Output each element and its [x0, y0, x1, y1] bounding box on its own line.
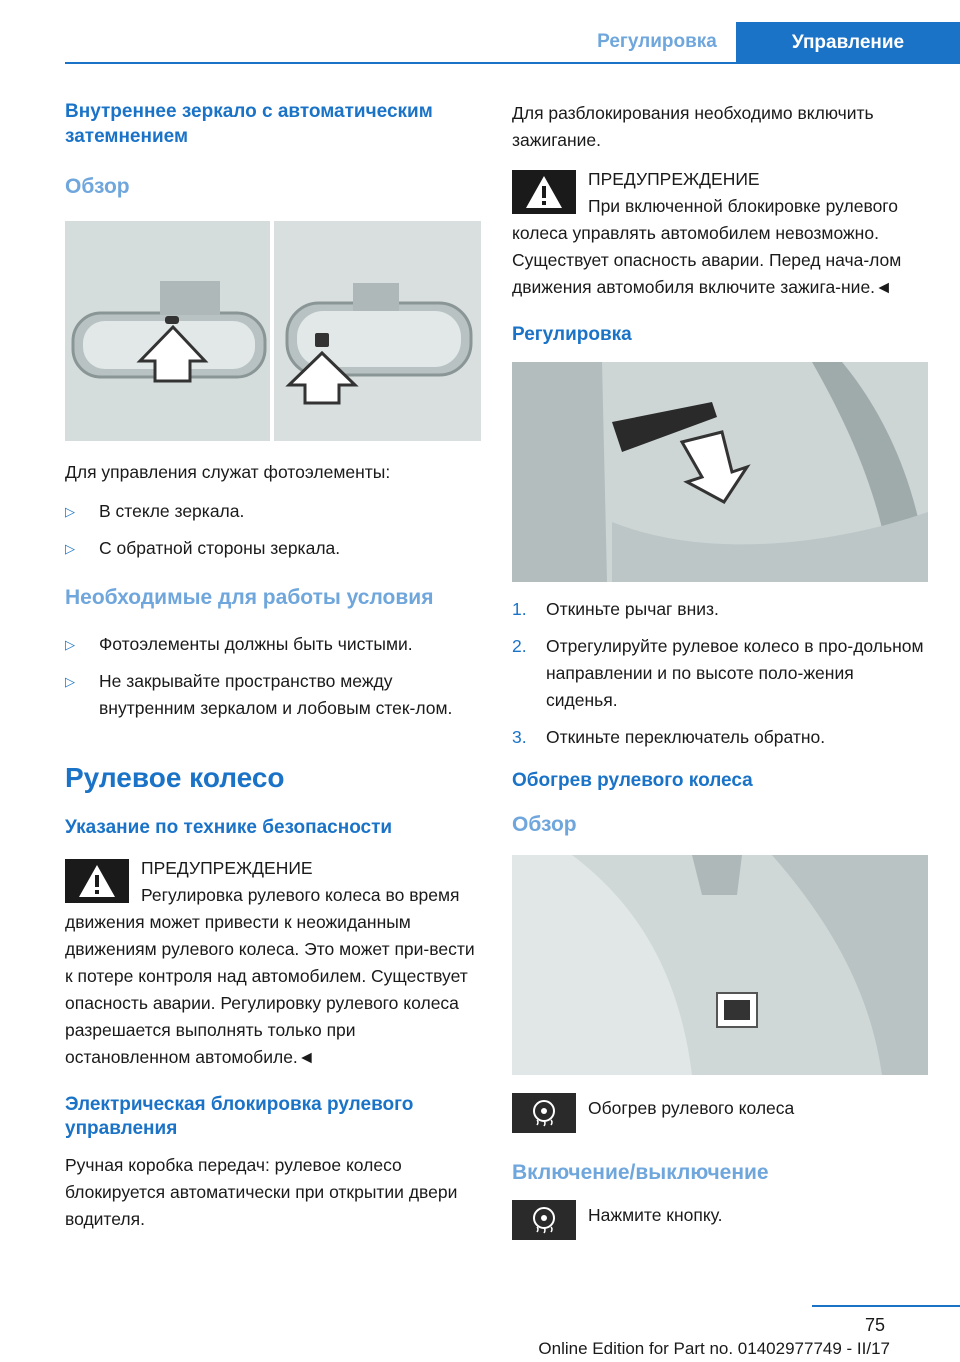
- page-number: 75: [864, 1315, 885, 1335]
- warning-text: При включенной блокировке рулевого колеса управлять автомобилем невозможно. Существует опасность аварии. Перед нача-лом движения автомобиля включите зажига-ние.◄: [512, 196, 902, 297]
- list-item: [512, 596, 928, 623]
- photo-intro-text: Для управления служат фотоэлементы:: [65, 461, 391, 482]
- step-number: 2.: [512, 635, 527, 656]
- warning-block: [65, 855, 481, 1071]
- adjust-heading: Регулировка: [512, 324, 632, 345]
- conditions-list: [65, 631, 481, 722]
- list-item-text: Не закрывайте пространство между внутренним зеркалом и лобовым стек-лом.: [99, 670, 453, 718]
- chapter-heading: Рулевое колесо: [65, 761, 285, 793]
- header-tab-adjustment: Регулировка: [597, 31, 717, 52]
- unlock-text: Для разблокирования необходимо включить зажигание.: [512, 103, 874, 150]
- steering-wheel-heating-icon: [512, 1093, 576, 1133]
- list-item: [512, 633, 928, 714]
- mirror-illustration: [65, 221, 481, 441]
- lock-heading: Электрическая блокировка рулевого управления: [65, 1093, 414, 1140]
- warning-triangle-icon: [65, 859, 129, 903]
- edition-text: Online Edition for Part no. 01402977749 - II/17: [538, 1339, 890, 1358]
- left-column: [65, 100, 481, 1245]
- heating-heading: Обогрев рулевого колеса: [512, 769, 753, 791]
- list-item: [65, 668, 481, 722]
- list-item-text: С обратной стороны зеркала.: [99, 537, 341, 558]
- right-column: [512, 100, 928, 1266]
- list-item: [65, 631, 481, 658]
- step-text: Отрегулируйте рулевое колесо в про-дольном направлении и по высоте поло-жения сиденья.: [546, 635, 924, 710]
- mirror-heading: Внутреннее зеркало с автоматическим затемнением: [65, 101, 433, 147]
- press-icon-row: [512, 1200, 928, 1240]
- list-item: [512, 724, 928, 751]
- safety-heading: Указание по технике безопасности: [65, 816, 393, 838]
- heating-button-illustration: [512, 855, 928, 1075]
- triangle-bullet-icon: ▷: [65, 503, 75, 519]
- overview-heading: Обзор: [65, 175, 130, 199]
- list-item-text: В стекле зеркала.: [99, 500, 245, 521]
- warning-heading: ПРЕДУПРЕЖДЕНИЕ: [588, 169, 760, 189]
- warning-triangle-icon: [512, 170, 576, 214]
- triangle-bullet-icon: ▷: [65, 673, 75, 689]
- step-text: Откиньте рычаг вниз.: [546, 598, 719, 619]
- step-text: Откиньте переключатель обратно.: [546, 726, 826, 747]
- steering-lever-illustration: [512, 362, 928, 582]
- step-number: 1.: [512, 598, 527, 619]
- onoff-heading: Включение/выключение: [512, 1160, 769, 1184]
- footer: [0, 1305, 960, 1362]
- step-number: 3.: [512, 726, 527, 747]
- triangle-bullet-icon: ▷: [65, 540, 75, 556]
- warning-heading: ПРЕДУПРЕЖДЕНИЕ: [141, 857, 313, 878]
- press-text: Нажмите кнопку.: [588, 1204, 723, 1225]
- list-item: [65, 498, 481, 525]
- overview-heading: Обзор: [512, 813, 577, 837]
- header-rule: [65, 62, 960, 64]
- steering-wheel-heating-icon: [512, 1200, 576, 1240]
- heating-label: Обогрев рулевого колеса: [588, 1097, 795, 1118]
- conditions-heading: Необходимые для работы условия: [65, 585, 434, 609]
- triangle-bullet-icon: ▷: [65, 636, 75, 652]
- steps-list: [512, 596, 928, 751]
- list-item: [65, 535, 481, 562]
- lock-text: Ручная коробка передач: рулевое колесо блокируется автоматически при открытии двери водителя.: [65, 1155, 458, 1230]
- warning-text: Регулировка рулевого колеса во время движения может привести к неожиданным движениям рулевого колеса. Это может при-вести к потере контроля над автомобилем. Существует опасность аварии. Регулировку рулевого колеса разрешается выполнять только при остановленном автомобиле.◄: [65, 884, 475, 1067]
- warning-block: [512, 166, 928, 301]
- header-tab-controls: Управление: [736, 22, 960, 64]
- list-item-text: Фотоэлементы должны быть чистыми.: [99, 633, 413, 654]
- footer-rule: [812, 1305, 960, 1307]
- photo-list: [65, 498, 481, 562]
- heating-icon-row: [512, 1093, 928, 1133]
